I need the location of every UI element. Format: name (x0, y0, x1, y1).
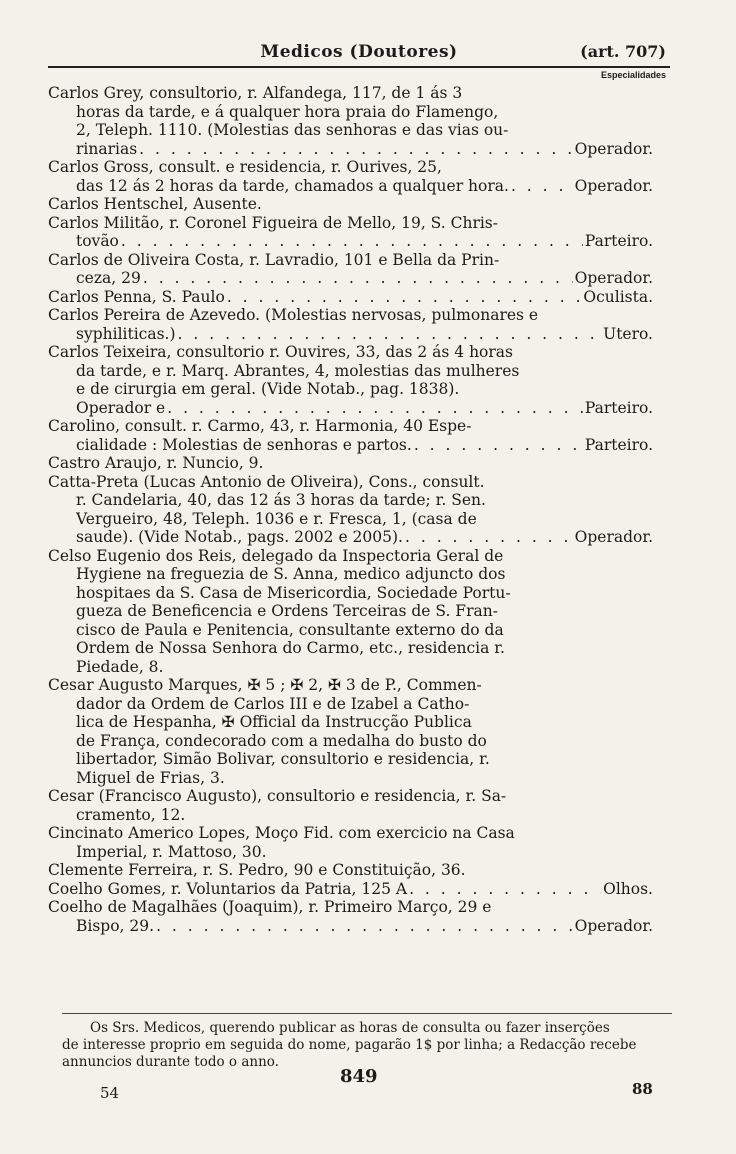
entry-line: Cesar Augusto Marques, ✠ 5 ; ✠ 2, ✠ 3 de P., Commen- (48, 676, 482, 694)
doctor-entry (48, 195, 653, 214)
entry-line: Miguel de Frias, 3. (76, 768, 225, 787)
entry-line: Carlos de Oliveira Costa, r. Lavradio, 101 e Bella da Prin- (48, 250, 500, 269)
footnote-line: Os Srs. Medicos, querendo publicar as horas de consulta ou fazer inserções (90, 1020, 610, 1036)
entry-last-line (48, 195, 653, 214)
doctor-entry (48, 306, 653, 343)
footnote-divider (62, 1013, 672, 1014)
doctor-entry (48, 787, 653, 824)
entry-line: Cesar (Francisco Augusto), consultorio e residencia, r. Sa- (48, 787, 507, 805)
footnote-line: annuncios durante todo o anno. (62, 1054, 279, 1070)
entry-last-line (48, 232, 653, 251)
doctor-entry (48, 158, 653, 195)
entry-text: cialidade : Molestias de senhoras e partos. (76, 435, 412, 454)
leader-dots (405, 528, 573, 547)
entry-text: Castro Araujo, r. Nuncio, 9. (48, 454, 264, 472)
leader-dots (156, 917, 573, 936)
specialty: Oculista. (583, 287, 653, 306)
entry-last-line (48, 399, 653, 418)
entry-line: lica de Hespanha, ✠ Official da Instrucção Publica (76, 713, 472, 731)
entry-line: r. Candelaria, 40, das 12 ás 3 horas da tarde; r. Sen. (76, 491, 486, 509)
entry-line: Imperial, r. Mattoso, 30. (76, 842, 267, 861)
entry-line: Carlos Gross, consult. e residencia, r. Ourives, 25, (48, 158, 442, 176)
doctor-entry (48, 84, 653, 158)
specialty: Operador. (574, 269, 653, 287)
entry-text: das 12 ás 2 horas da tarde, chamados a qualquer hora. (76, 176, 509, 195)
entry-line: Celso Eugenio dos Reis, delegado da Inspectoria Geral de (48, 546, 504, 565)
doctor-entry (48, 676, 653, 787)
footnote (62, 1020, 682, 1071)
entry-line: Clemente Ferreira, r. S. Pedro, 90 e Constituição, 36. (48, 861, 466, 879)
entry-text: Bispo, 29. (76, 916, 155, 935)
entry-line: cramento, 12. (76, 805, 186, 824)
doctor-entry (48, 547, 653, 677)
entry-text: ceza, 29 (76, 269, 141, 287)
doctor-entry (48, 343, 653, 417)
entry-line: dador da Ordem de Carlos III e de Izabel a Catho- (76, 694, 470, 713)
entry-text: tovão (76, 232, 119, 250)
entry-line: Carlos Grey, consultorio, r. Alfandega, 117, de 1 ás 3 (48, 84, 463, 102)
specialty: Utero. (603, 324, 653, 343)
specialty: Parteiro. (584, 398, 653, 417)
entry-last-line (48, 269, 653, 288)
leader-dots (409, 880, 601, 899)
entry-text: saude). (Vide Notab., pags. 2002 e 2005). (76, 528, 403, 546)
entry-line: Coelho de Magalhães (Joaquim), r. Primeiro Março, 29 e (48, 898, 492, 916)
leader-dots (167, 399, 583, 418)
entry-line: Piedade, 8. (76, 657, 164, 676)
doctor-entry (48, 473, 653, 547)
doctor-entry-list (48, 84, 653, 935)
entry-text: Coelho Gomes, r. Voluntarios da Patria, 125 A (48, 879, 408, 898)
entry-line: Catta-Preta (Lucas Antonio de Oliveira), Cons., consult. (48, 472, 485, 491)
entry-line: Ordem de Nossa Senhora do Carmo, etc., residencia r. (76, 639, 505, 657)
entry-line: Hygiene na freguezia de S. Anna, medico adjuncto dos (76, 565, 506, 583)
page-number-left: 54 (100, 1084, 120, 1102)
entry-text: syphiliticas.) (76, 324, 176, 343)
page-title: Medicos (Doutores) (260, 42, 458, 62)
entry-line: Vergueiro, 48, Teleph. 1036 e r. Fresca, 1, (casa de (76, 509, 477, 528)
entry-line: Carolino, consult. r. Carmo, 43, r. Harmonia, 40 Espe- (48, 417, 472, 435)
entry-line: horas da tarde, e á qualquer hora praia do Flamengo, (76, 102, 499, 121)
leader-dots (143, 269, 573, 288)
doctor-entry (48, 880, 653, 899)
entry-line: 2, Teleph. 1110. (Molestias das senhoras e das vias ou- (76, 121, 509, 139)
entry-last-line (48, 917, 653, 936)
specialty: Parteiro. (584, 435, 653, 454)
entry-line: da tarde, e r. Marq. Abrantes, 4, molestias das mulheres (76, 361, 520, 380)
page-header (48, 40, 670, 68)
entry-line: hospitaes da S. Casa de Misericordia, Sociedade Portu- (76, 583, 511, 602)
entry-line: gueza de Beneficencia e Ordens Terceiras de S. Fran- (76, 602, 498, 620)
entry-line: e de cirurgia em geral. (Vide Notab., pag. 1838). (76, 380, 460, 398)
leader-dots (511, 177, 573, 196)
entry-last-line (48, 528, 653, 547)
specialty: Operador. (574, 916, 653, 935)
doctor-entry (48, 861, 653, 880)
entry-last-line (48, 177, 653, 196)
entry-last-line (48, 325, 653, 344)
entry-line: Carlos Militão, r. Coronel Figueira de Mello, 19, S. Chris- (48, 213, 498, 232)
entry-text: rinarias (76, 139, 138, 158)
footnote-line: de interesse proprio em seguida do nome, pagarão 1$ por linha; a Redacção recebe (62, 1037, 637, 1053)
entry-line: cisco de Paula e Penitencia, consultante externo do da (76, 620, 504, 639)
doctor-entry (48, 251, 653, 288)
entry-line: de França, condecorado com a medalha do busto do (76, 731, 487, 750)
specialty: Olhos. (603, 879, 653, 898)
article-number: (art. 707) (580, 42, 666, 61)
page-number-right: 88 (632, 1080, 653, 1098)
specialty: Operador. (574, 176, 653, 195)
specialty: Parteiro. (584, 232, 653, 250)
leader-dots (139, 140, 573, 159)
doctor-entry (48, 454, 653, 473)
doctor-entry (48, 288, 653, 307)
entry-last-line (48, 288, 653, 307)
doctor-entry (48, 824, 653, 861)
entry-last-line (48, 454, 653, 473)
doctor-entry (48, 898, 653, 935)
entry-text: Carlos Penna, S. Paulo (48, 287, 225, 306)
entry-line: Carlos Pereira de Azevedo. (Molestias nervosas, pulmonares e (48, 306, 539, 324)
page-number-center: 849 (340, 1066, 378, 1087)
entry-line: libertador, Simão Bolivar, consultorio e residencia, r. (76, 750, 490, 768)
doctor-entry (48, 214, 653, 251)
leader-dots (121, 232, 583, 251)
specialties-column-label: Especialidades (600, 70, 666, 80)
entry-text: Operador e (76, 398, 166, 417)
entry-text: Carlos Hentschel, Ausente. (48, 195, 262, 213)
entry-line: Carlos Teixeira, consultorio r. Ouvires, 33, das 2 ás 4 horas (48, 343, 513, 361)
specialty: Operador. (574, 139, 653, 158)
leader-dots (178, 325, 602, 344)
leader-dots (227, 288, 582, 307)
entry-last-line (48, 140, 653, 159)
entry-line: Cincinato Americo Lopes, Moço Fid. com exercicio na Casa (48, 824, 515, 842)
leader-dots (414, 436, 583, 455)
specialty: Operador. (574, 528, 653, 546)
doctor-entry (48, 417, 653, 454)
entry-last-line (48, 436, 653, 455)
entry-last-line (48, 880, 653, 899)
